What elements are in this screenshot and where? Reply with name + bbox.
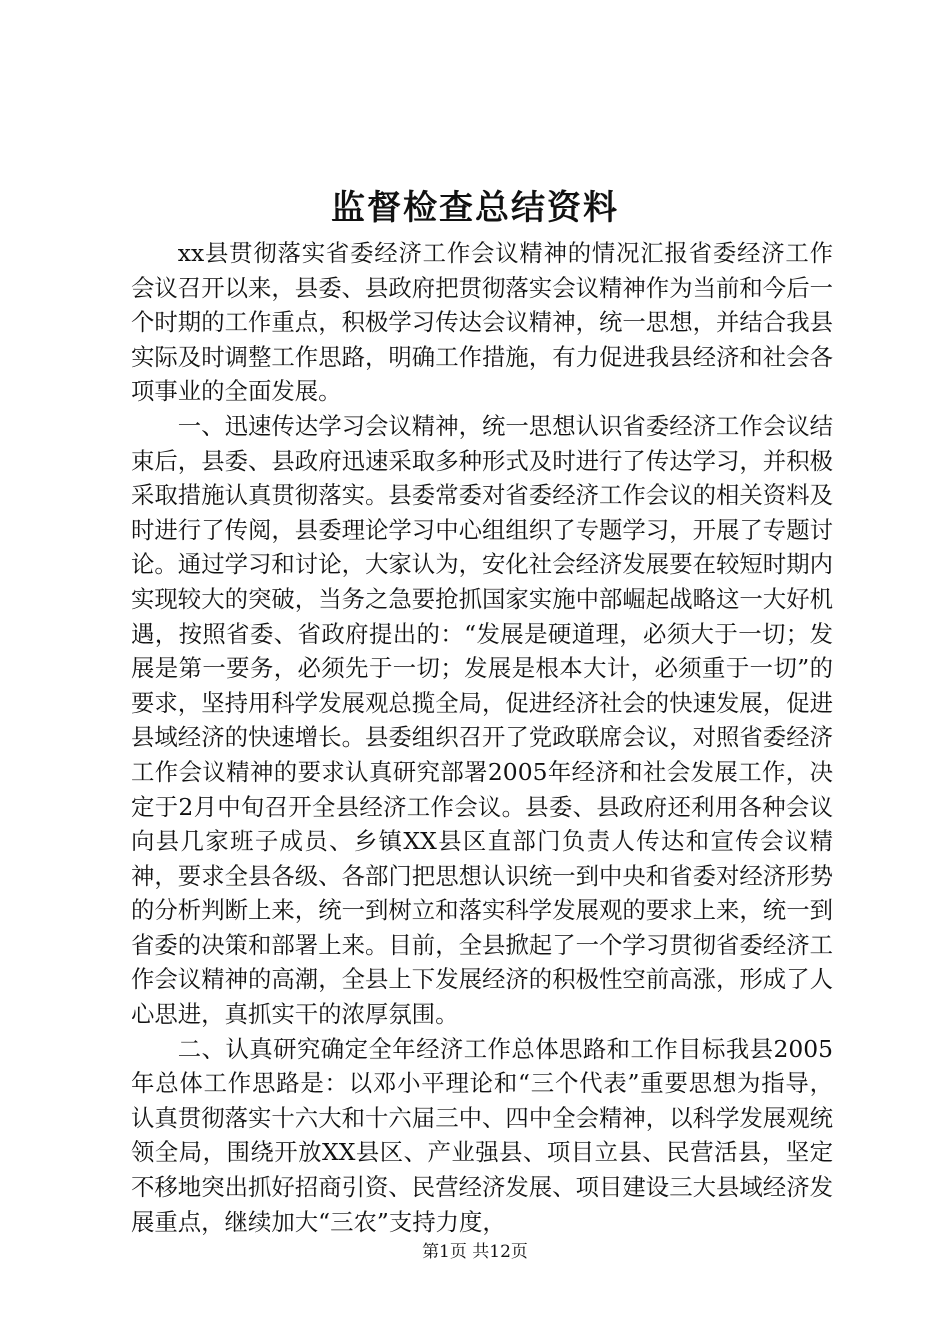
paragraph-section-2: 二、认真研究确定全年经济工作总体思路和工作目标我县2005年总体工作思路是：以邓小平理论和“三个代表”重要思想为指导，认真贯彻落实十六大和十六届三中、四中全会精神，以科学发展观统领全局，围绕开放XX县区、产业强县、项目立县、民营活县，坚定不移地突出抓好招商引资、民营经济发展、项目建设三大县域经济发展重点，继续加大“三农”支持力度， <box>131 1034 833 1236</box>
document-body <box>131 236 833 1239</box>
page-footer: 第1页 共12页 <box>422 1242 528 1262</box>
document-title: 监督检查总结资料 <box>331 188 619 228</box>
paragraph-intro: xx县贯彻落实省委经济工作会议精神的情况汇报省委经济工作会议召开以来，县委、县政府把贯彻落实会议精神作为当前和今后一个时期的工作重点，积极学习传达会议精神，统一思想，并结合我县实际及时调整工作思路，明确工作措施，有力促进我县经济和社会各项事业的全面发展。 <box>131 239 833 406</box>
paragraph-section-1: 一、迅速传达学习会议精神，统一思想认识省委经济工作会议结束后，县委、县政府迅速采取多种形式及时进行了传达学习，并积极采取措施认真贯彻落实。县委常委对省委经济工作会议的相关资料及时进行了传阅，县委理论学习中心组组织了专题学习，开展了专题讨论。通过学习和讨论，大家认为，安化社会经济发展要在较短时期内实现较大的突破，当务之急要抢抓国家实施中部崛起战略这一大好机遇，按照省委、省政府提出的：“发展是硬道理，必须大于一切；发展是第一要务，必须先于一切；发展是根本大计，必须重于一切”的要求，坚持用科学发展观总揽全局，促进经济社会的快速发展，促进县域经济的快速增长。县委组织召开了党政联席会议，对照省委经济工作会议精神的要求认真研究部署2005年经济和社会发展工作，决定于2月中旬召开全县经济工作会议。县委、县政府还利用各种会议向县几家班子成员、乡镇XX县区直部门负责人传达和宣传会议精神，要求全县各级、各部门把思想认识统一到中央和省委对经济形势的分析判断上来，统一到树立和落实科学发展观的要求上来，统一到省委的决策和部署上来。目前，全县掀起了一个学习贯彻省委经济工作会议精神的高潮，全县上下发展经济的积极性空前高涨，形成了人心思进，真抓实干的浓厚氛围。 <box>131 411 833 1029</box>
